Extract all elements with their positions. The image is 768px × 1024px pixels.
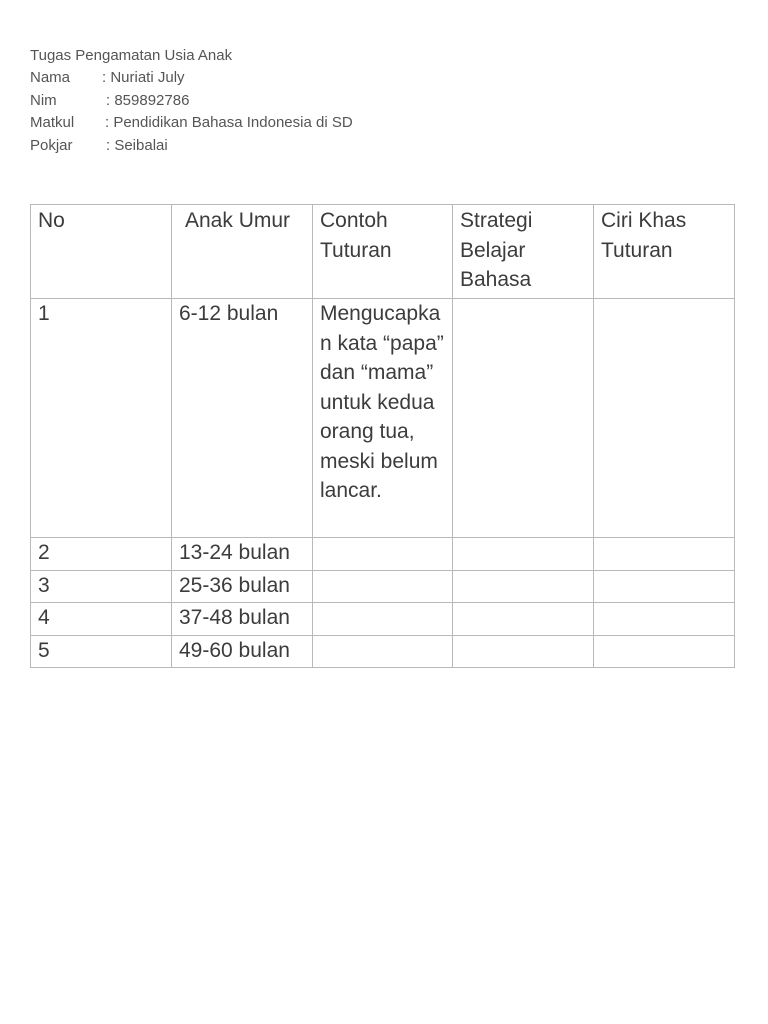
field-matkul-label: Matkul — [30, 114, 75, 132]
table-cell-age: 25-36 bulan — [172, 570, 313, 603]
table-cell-no: 1 — [31, 299, 172, 538]
table-cell-no: 2 — [31, 538, 172, 571]
table-cell-characteristic — [594, 570, 735, 603]
column-header-no: No — [31, 205, 172, 299]
table-cell-characteristic — [594, 635, 735, 668]
table-cell-strategy — [453, 603, 594, 636]
table-cell-age: 49-60 bulan — [172, 635, 313, 668]
field-nim-label: Nim — [30, 91, 57, 109]
table-cell-characteristic — [594, 603, 735, 636]
field-nim — [30, 90, 353, 112]
table-cell-strategy — [453, 570, 594, 603]
table-cell-no: 5 — [31, 635, 172, 668]
column-header-ciri-khas-tuturan: Ciri Khas Tuturan — [594, 205, 735, 299]
observation-table — [30, 204, 735, 668]
table-row — [31, 299, 735, 538]
table-cell-characteristic — [594, 538, 735, 571]
field-pokjar-label: Pokjar — [30, 136, 73, 154]
table-cell-no: 4 — [31, 603, 172, 636]
table-cell-strategy — [453, 635, 594, 668]
table-cell-characteristic — [594, 299, 735, 538]
field-matkul — [30, 112, 353, 134]
table-cell-strategy — [453, 299, 594, 538]
table-cell-age: 6-12 bulan — [172, 299, 313, 538]
table-cell-no: 3 — [31, 570, 172, 603]
field-nama — [30, 67, 353, 89]
table-cell-age: 37-48 bulan — [172, 603, 313, 636]
table-cell-example — [313, 635, 453, 668]
table-cell-example: Mengucapkan kata “papa” dan “mama” untuk kedua orang tua, meski belum lancar. — [313, 299, 453, 538]
table-cell-example — [313, 570, 453, 603]
table-row — [31, 570, 735, 603]
document-header — [30, 45, 353, 157]
table-row — [31, 538, 735, 571]
table-cell-strategy — [453, 538, 594, 571]
table-row — [31, 603, 735, 636]
table-cell-example — [313, 538, 453, 571]
field-nama-label: Nama — [30, 69, 71, 87]
column-header-anak-umur: Anak Umur — [172, 205, 313, 299]
table-cell-age: 13-24 bulan — [172, 538, 313, 571]
field-matkul-value: : Pendidikan Bahasa Indonesia di SD — [105, 114, 353, 132]
table-header-row — [31, 205, 735, 299]
column-header-strategi-belajar-bahasa: Strategi Belajar Bahasa — [453, 205, 594, 299]
table-cell-example — [313, 603, 453, 636]
field-nim-value: : 859892786 — [106, 91, 190, 109]
field-pokjar-value: : Seibalai — [106, 136, 168, 154]
field-nama-value: : Nuriati July — [102, 69, 185, 87]
column-header-contoh-tuturan: Contoh Tuturan — [313, 205, 453, 299]
table-row — [31, 635, 735, 668]
field-pokjar — [30, 135, 353, 157]
document-title: Tugas Pengamatan Usia Anak — [30, 47, 233, 64]
